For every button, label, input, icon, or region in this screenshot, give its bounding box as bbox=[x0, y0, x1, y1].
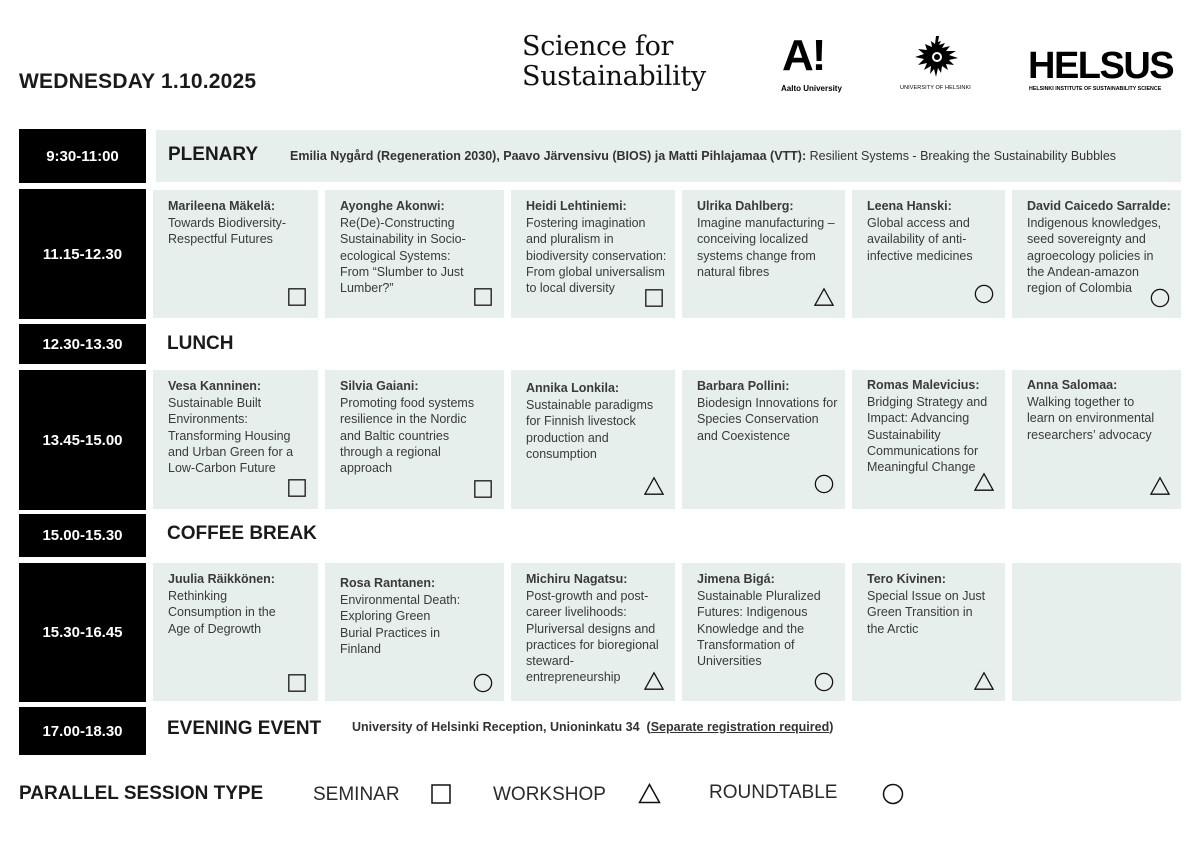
session-title-line: Lumber?” bbox=[340, 281, 394, 296]
session-title-line: Transformation of bbox=[697, 637, 795, 652]
session-speaker: Silvia Gaiani: bbox=[340, 379, 419, 393]
session-speaker: David Caicedo Sarralde: bbox=[1027, 199, 1171, 213]
session-title-line: Special Issue on Just bbox=[867, 589, 986, 603]
helsus-caption: HELSINKI INSTITUTE OF SUSTAINABILITY SCIENCE bbox=[1029, 86, 1162, 92]
session-title-line: to local diversity bbox=[526, 281, 615, 296]
session-title-line: steward- bbox=[526, 654, 574, 669]
session-title-line: agroecology policies in bbox=[1027, 248, 1154, 263]
roundtable-circle-icon bbox=[814, 474, 834, 494]
legend-roundtable-label: ROUNDTABLE bbox=[709, 782, 838, 803]
session-title-line: Transforming Housing bbox=[168, 428, 291, 443]
session-title-line: through a regional bbox=[340, 444, 441, 459]
session-title-line: availability of anti- bbox=[867, 232, 967, 247]
time-coffee: 15.00-15.30 bbox=[19, 514, 146, 557]
session-title-line: Sustainable paradigms bbox=[526, 398, 654, 412]
workshop-triangle-icon bbox=[644, 671, 664, 691]
coffee-break-title: COFFEE BREAK bbox=[167, 523, 317, 544]
session-speaker: Rosa Rantanen: bbox=[340, 576, 436, 590]
session-title-line: From “Slumber to Just bbox=[340, 264, 464, 279]
evening-title: EVENING EVENT bbox=[167, 718, 322, 739]
session-speaker: Juulia Räikkönen: bbox=[168, 572, 275, 586]
session-title-line: Exploring Green bbox=[340, 609, 431, 624]
session-title-line: Sustainable Pluralized bbox=[697, 589, 821, 603]
session-title bbox=[867, 588, 1012, 637]
plenary-talk: Resilient Systems - Breaking the Sustainability Bubbles bbox=[809, 149, 1117, 163]
session-title-line: career livelihoods: bbox=[526, 605, 627, 620]
session-title bbox=[1027, 215, 1172, 296]
session-card bbox=[325, 190, 504, 318]
session-title-line: Bridging Strategy and bbox=[867, 395, 988, 409]
session-title-line: region of Colombia bbox=[1027, 281, 1132, 296]
science-for-sustainability-logo bbox=[522, 32, 706, 92]
workshop-triangle-icon bbox=[644, 476, 664, 496]
session-speaker: Michiru Nagatsu: bbox=[526, 572, 628, 586]
session-title-line: Sustainability bbox=[867, 427, 941, 442]
session-title-line: Knowledge and the bbox=[697, 621, 805, 636]
session-title-line: Promoting food systems bbox=[340, 396, 475, 410]
legend-workshop-label: WORKSHOP bbox=[493, 784, 606, 805]
session-title-line: Indigenous knowledges, bbox=[1027, 216, 1162, 230]
legend-seminar-label: SEMINAR bbox=[313, 784, 400, 805]
session-speaker: Anna Salomaa: bbox=[1027, 378, 1118, 392]
session-title-line: production and bbox=[526, 430, 609, 445]
session-title-line: and Urban Green for a bbox=[168, 444, 294, 459]
time-session-3: 15.30-16.45 bbox=[19, 563, 146, 702]
roundtable-circle-icon bbox=[473, 673, 493, 693]
session-title-line: Biodesign Innovations for bbox=[697, 396, 838, 410]
session-title bbox=[340, 395, 485, 476]
plenary-title: PLENARY bbox=[168, 144, 259, 165]
helsus-logo: HELSUS bbox=[1028, 45, 1174, 87]
session-title-line: and pluralism in bbox=[526, 232, 614, 247]
session-card bbox=[153, 370, 318, 509]
session-speaker: Ayonghe Akonwi: bbox=[340, 199, 445, 213]
session-card bbox=[153, 190, 318, 318]
session-title-line: resilience in the Nordic bbox=[340, 412, 467, 427]
session-title-line: approach bbox=[340, 461, 393, 476]
session-title-line: Respectful Futures bbox=[168, 232, 273, 247]
session-card bbox=[682, 190, 845, 318]
session-title-line: Green Transition in bbox=[867, 605, 973, 620]
session-title-line: infective medicines bbox=[867, 248, 973, 263]
session-title-line: Meaningful Change bbox=[867, 460, 976, 475]
session-title-line: researchers’ advocacy bbox=[1027, 427, 1152, 442]
session-card bbox=[852, 370, 1005, 509]
seminar-square-icon bbox=[431, 784, 451, 804]
session-speaker: Annika Lonkila: bbox=[526, 381, 620, 395]
session-title-line: entrepreneurship bbox=[526, 670, 621, 685]
session-title bbox=[867, 215, 1012, 264]
session-title-line: and Coexistence bbox=[697, 428, 791, 443]
session-speaker: Tero Kivinen: bbox=[867, 572, 946, 586]
session-card bbox=[852, 563, 1005, 701]
plenary-description bbox=[290, 149, 1116, 163]
workshop-triangle-icon bbox=[814, 287, 834, 307]
time-session-1: 11.15-12.30 bbox=[19, 189, 146, 319]
session-title-line: for Finnish livestock bbox=[526, 414, 636, 429]
time-plenary: 9:30-11:00 bbox=[19, 129, 146, 183]
workshop-triangle-icon bbox=[974, 472, 994, 492]
session-title-line: and Baltic countries bbox=[340, 428, 450, 443]
session-title bbox=[168, 215, 313, 248]
session-card bbox=[153, 563, 318, 701]
brand-line-2: Sustainability bbox=[522, 61, 706, 92]
session-speaker: Marileena Mäkelä: bbox=[168, 199, 275, 213]
session-title bbox=[168, 588, 313, 637]
session-title-line: Sustainable Built bbox=[168, 396, 262, 410]
evening-note-close: ) bbox=[829, 720, 834, 734]
session-title bbox=[526, 397, 671, 462]
time-lunch: 12.30-13.30 bbox=[19, 324, 146, 364]
time-evening: 17.00-18.30 bbox=[19, 707, 146, 755]
session-title-line: the Andean-amazon bbox=[1027, 264, 1139, 279]
aalto-logo: A! bbox=[782, 31, 825, 80]
empty-session-card bbox=[1012, 563, 1181, 701]
roundtable-circle-icon bbox=[882, 783, 904, 805]
session-speaker: Leena Hanski: bbox=[867, 199, 952, 213]
session-card bbox=[511, 370, 675, 509]
session-card bbox=[682, 563, 845, 701]
roundtable-circle-icon bbox=[814, 672, 834, 692]
session-title-line: Universities bbox=[697, 654, 762, 669]
session-card bbox=[1012, 190, 1181, 318]
lunch-title: LUNCH bbox=[167, 333, 234, 354]
session-title-line: Re(De)-Constructing bbox=[340, 216, 455, 230]
session-title-line: Impact: Advancing bbox=[867, 411, 970, 426]
session-title-line: Walking together to bbox=[1027, 395, 1135, 409]
session-speaker: Ulrika Dahlberg: bbox=[697, 199, 794, 213]
session-title-line: Towards Biodiversity- bbox=[168, 216, 287, 230]
roundtable-circle-icon bbox=[1150, 288, 1170, 308]
session-card bbox=[511, 190, 675, 318]
session-title bbox=[697, 395, 842, 444]
workshop-triangle-icon bbox=[974, 671, 994, 691]
time-session-2: 13.45-15.00 bbox=[19, 370, 146, 510]
session-title-line: systems change from bbox=[697, 248, 816, 263]
seminar-square-icon bbox=[287, 287, 307, 307]
session-title-line: Species Conservation bbox=[697, 412, 819, 427]
session-title-line: Finland bbox=[340, 641, 381, 656]
session-title-line: Sustainability in Socio- bbox=[340, 232, 466, 247]
session-card bbox=[852, 190, 1005, 318]
session-card bbox=[682, 370, 845, 509]
session-speaker: Heidi Lehtiniemi: bbox=[526, 199, 627, 213]
session-title-line: Imagine manufacturing – bbox=[697, 216, 835, 230]
session-title bbox=[340, 215, 485, 296]
seminar-square-icon bbox=[473, 287, 493, 307]
session-title-line: ecological Systems: bbox=[340, 248, 451, 263]
session-title-line: Environments: bbox=[168, 412, 248, 427]
session-card bbox=[1012, 370, 1181, 509]
session-title-line: learn on environmental bbox=[1027, 411, 1155, 426]
session-title bbox=[340, 592, 485, 657]
session-title-line: Fostering imagination bbox=[526, 216, 646, 230]
session-speaker: Romas Malevicius: bbox=[867, 378, 980, 392]
session-title-line: Pluriversal designs and bbox=[526, 621, 656, 636]
evening-note-open: ( bbox=[646, 720, 651, 734]
session-title bbox=[697, 588, 842, 669]
seminar-square-icon bbox=[287, 478, 307, 498]
session-title-line: Age of Degrowth bbox=[168, 621, 262, 636]
session-title-line: the Arctic bbox=[867, 621, 919, 636]
session-title-line: conceiving localized bbox=[697, 232, 809, 247]
evening-venue: University of Helsinki Reception, Unioninkatu 34 bbox=[352, 720, 640, 734]
roundtable-circle-icon bbox=[974, 284, 994, 304]
session-title-line: Communications for bbox=[867, 443, 979, 458]
session-title-line: From global universalism bbox=[526, 264, 665, 279]
registration-link[interactable]: Separate registration required bbox=[650, 720, 830, 734]
session-card bbox=[325, 563, 504, 701]
session-title-line: Low-Carbon Future bbox=[168, 461, 276, 476]
session-title-line: practices for bioregional bbox=[526, 637, 659, 652]
session-title-line: natural fibres bbox=[697, 264, 770, 279]
session-speaker: Vesa Kanninen: bbox=[168, 379, 262, 393]
session-speaker: Jimena Bigá: bbox=[697, 572, 775, 586]
workshop-triangle-icon bbox=[1150, 476, 1170, 496]
session-title bbox=[697, 215, 842, 280]
day-title: WEDNESDAY 1.10.2025 bbox=[19, 70, 257, 93]
seminar-square-icon bbox=[287, 673, 307, 693]
university-of-helsinki-logo-icon bbox=[912, 33, 962, 83]
session-title-line: Consumption in the bbox=[168, 605, 276, 620]
plenary-speakers: Emilia Nygård (Regeneration 2030), Paavo Järvensivu (BIOS) ja Matti Pihlajamaa (VTT): bbox=[290, 149, 807, 163]
session-title bbox=[526, 215, 671, 296]
seminar-square-icon bbox=[473, 479, 493, 499]
seminar-square-icon bbox=[644, 288, 664, 308]
session-title-line: Environmental Death: bbox=[340, 593, 461, 607]
session-card bbox=[325, 370, 504, 509]
session-title-line: Global access and bbox=[867, 216, 970, 230]
session-title bbox=[168, 395, 313, 476]
session-title-line: consumption bbox=[526, 446, 597, 461]
workshop-triangle-icon bbox=[638, 783, 661, 804]
session-speaker: Barbara Pollini: bbox=[697, 379, 790, 393]
session-title-line: Futures: Indigenous bbox=[697, 605, 808, 620]
brand-line-1: Science for bbox=[522, 31, 674, 62]
session-title-line: biodiversity conservation: bbox=[526, 248, 667, 263]
session-title-line: Post-growth and post- bbox=[526, 589, 649, 603]
session-title-line: seed sovereignty and bbox=[1027, 232, 1146, 247]
legend-title: PARALLEL SESSION TYPE bbox=[19, 783, 264, 804]
session-title-line: Rethinking bbox=[168, 589, 228, 603]
session-title bbox=[1027, 394, 1172, 443]
session-title bbox=[867, 394, 1012, 475]
uh-caption: UNIVERSITY OF HELSINKI bbox=[900, 85, 971, 91]
aalto-caption: Aalto University bbox=[781, 84, 842, 93]
session-title-line: Burial Practices in bbox=[340, 625, 441, 640]
evening-details bbox=[352, 720, 833, 734]
session-card bbox=[511, 563, 675, 701]
